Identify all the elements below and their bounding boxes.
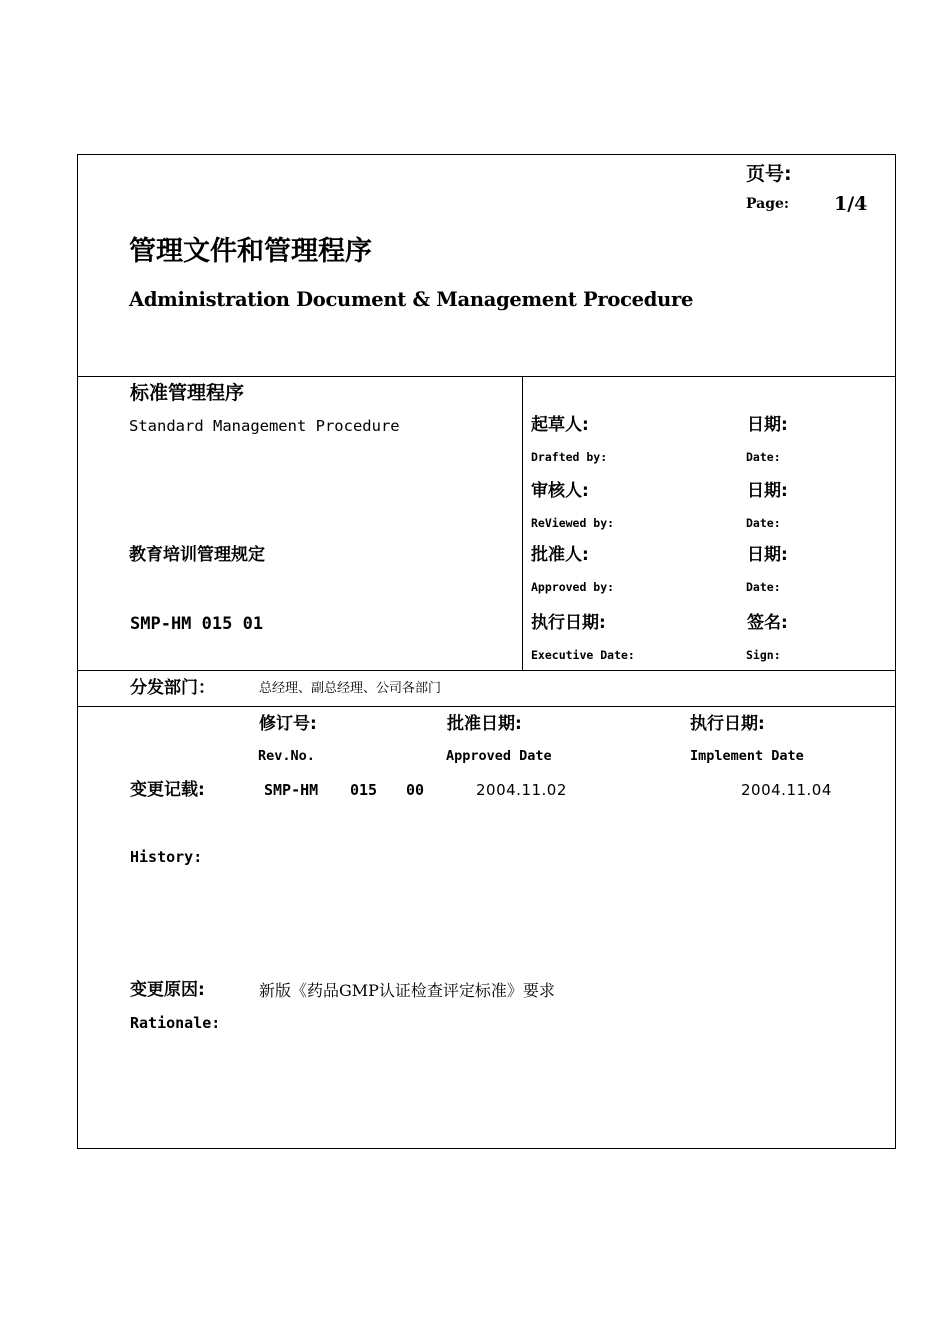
page-label-en: Page:	[746, 196, 790, 212]
divider-column	[522, 376, 523, 670]
rev-no-label-en: Rev.No.	[258, 748, 315, 764]
implement-date-header-en: Implement Date	[690, 748, 804, 764]
document-title-en: Administration Document & Management Procedure	[129, 288, 694, 311]
reviewed-date-label-zh: 日期:	[747, 481, 788, 501]
distribution-value: 总经理、副总经理、公司各部门	[259, 681, 442, 696]
approved-by-label-en: Approved by:	[531, 580, 615, 594]
sign-label-zh: 签名:	[747, 613, 788, 633]
drafted-by-label-zh: 起草人:	[531, 415, 589, 435]
divider-distribution	[77, 706, 896, 707]
procedure-type-en: Standard Management Procedure	[129, 417, 400, 435]
history-implement-date: 2004.11.04	[741, 781, 832, 799]
page-label-zh: 页号:	[746, 163, 792, 185]
page-number: 1/4	[834, 193, 868, 215]
executive-date-label-en: Executive Date:	[531, 648, 635, 662]
procedure-code: SMP-HM 015 01	[130, 614, 264, 634]
divider-signoff	[77, 670, 896, 671]
history-approved-date: 2004.11.02	[476, 781, 567, 799]
divider-header	[77, 376, 896, 377]
executive-date-label-zh: 执行日期:	[531, 613, 606, 633]
history-rev-code: SMP-HM	[264, 781, 319, 799]
reviewed-by-label-zh: 审核人:	[531, 481, 589, 501]
history-label-zh: 变更记载:	[130, 780, 205, 800]
history-rev-ver: 00	[406, 781, 425, 799]
rationale-label-zh: 变更原因:	[130, 980, 205, 1000]
reviewed-by-label-en: ReViewed by:	[531, 516, 615, 530]
document-title-zh: 管理文件和管理程序	[129, 236, 372, 267]
drafted-by-label-en: Drafted by:	[531, 450, 608, 464]
approved-by-label-zh: 批准人:	[531, 545, 589, 565]
approved-date-label-zh: 日期:	[747, 545, 788, 565]
implement-date-header-zh: 执行日期:	[690, 714, 765, 734]
history-label-en: History:	[130, 848, 203, 866]
distribution-label: 分发部门：	[130, 678, 215, 698]
rationale-value: 新版《药品GMP认证检查评定标准》要求	[259, 981, 555, 1000]
drafted-date-label-zh: 日期:	[747, 415, 788, 435]
sign-label-en: Sign:	[746, 648, 781, 662]
procedure-name: 教育培训管理规定	[129, 545, 265, 565]
drafted-date-label-en: Date:	[746, 450, 781, 464]
history-rev-num: 015	[350, 781, 378, 799]
rev-no-label-zh: 修订号:	[259, 714, 317, 734]
approved-date-label-en: Date:	[746, 580, 781, 594]
rationale-label-en: Rationale:	[130, 1014, 221, 1032]
reviewed-date-label-en: Date:	[746, 516, 781, 530]
approved-date-header-en: Approved Date	[446, 748, 552, 764]
approved-date-header-zh: 批准日期:	[447, 714, 522, 734]
procedure-type-zh: 标准管理程序	[130, 382, 245, 404]
